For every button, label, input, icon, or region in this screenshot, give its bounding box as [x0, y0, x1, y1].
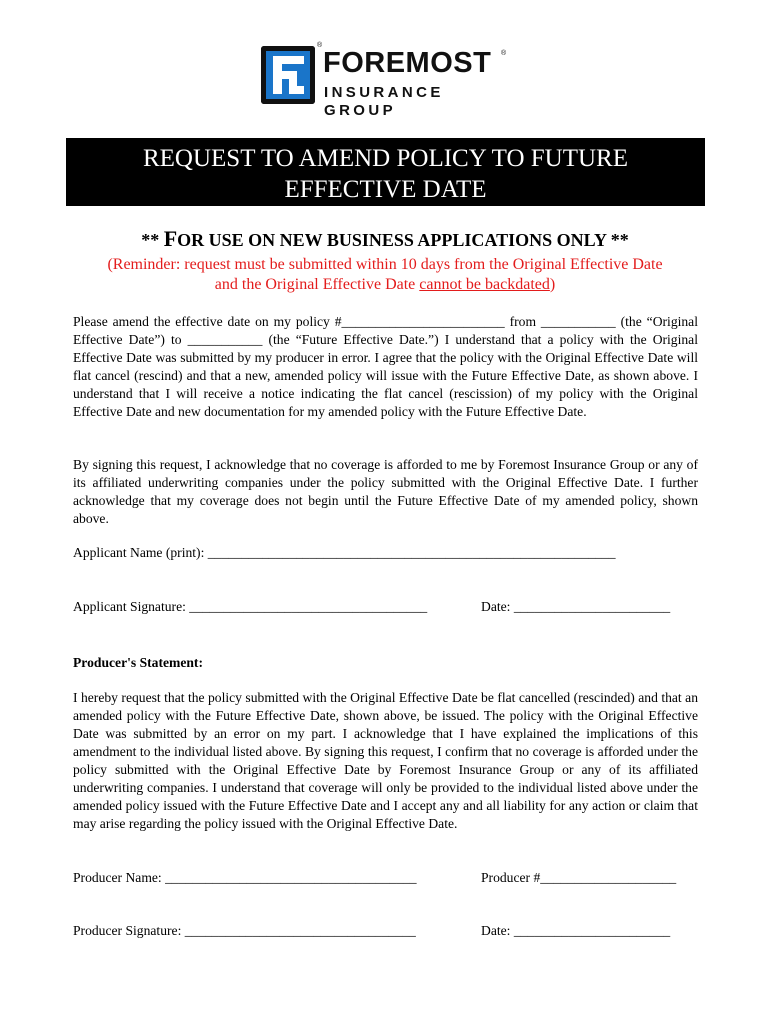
subtitle-first-letter: F	[163, 226, 178, 251]
subtitle-prefix: **	[141, 230, 164, 250]
reminder-line-2-start: and the Original Effective Date	[214, 276, 420, 293]
reminder-notice	[60, 255, 710, 295]
applicant-signature-field[interactable]: Applicant Signature: ___________________________________	[73, 599, 428, 614]
subtitle-rest: OR USE ON NEW BUSINESS APPLICATIONS ONLY **	[177, 230, 629, 250]
reminder-underlined: cannot be backdated	[419, 276, 550, 293]
reminder-line-1: (Reminder: request must be submitted within 10 days from the Original Effective Date	[107, 256, 663, 273]
applicant-name-field[interactable]: Applicant Name (print): ____________________________________________________________	[73, 545, 616, 560]
logo-name: FOREMOST	[323, 47, 492, 79]
producer-signature-field[interactable]: Producer Signature: __________________________________	[73, 923, 416, 938]
producer-number-field[interactable]: Producer #____________________	[481, 870, 677, 885]
producer-statement-paragraph: I hereby request that the policy submitted with the Original Effective Date be flat cancelled (rescinded) and that an amended policy with the Future Effective Date, shown above, be issued. The policy with the Original Effective Date was submitted by an error on my part. I acknowledge that I have explained the implications of this amendment to the individual listed above. By signing this request, I confirm that no coverage is afforded under the policy submitted with the Original Effective Date by Foremost Insurance Group or any of its affiliated underwriting companies. I understand that coverage will only be provided to the individual listed above under the amended policy issued with the Future Effective Date and I accept any and all liability for any action or claim that may arise regarding the policy issued with the Original Effective Date.	[73, 690, 698, 831]
title-line-1: REQUEST TO AMEND POLICY TO FUTURE	[142, 145, 628, 172]
registered-mark: ®	[317, 42, 323, 49]
producer-name-field[interactable]: Producer Name: _____________________________________	[73, 870, 417, 885]
reminder-line-2-end: )	[549, 276, 556, 293]
acknowledgement-paragraph: By signing this request, I acknowledge that no coverage is afforded to me by Foremost Insurance Group or any of its affiliated underwriting companies under the policy submitted with the Original Effective Date. I further acknowledge that my coverage does not begin until the Future Effective Date of my amended policy, shown above.	[73, 457, 698, 526]
logo-subtitle: INSURANCE GROUP	[324, 84, 444, 119]
usage-notice	[0, 226, 770, 252]
producer-statement-heading: Producer's Statement:	[73, 655, 203, 670]
applicant-date-field[interactable]: Date: _______________________	[481, 599, 671, 614]
reminder-line-2	[60, 275, 710, 295]
producer-date-field[interactable]: Date: _______________________	[481, 923, 671, 938]
amend-request-paragraph: Please amend the effective date on my policy #________________________ from ___________ (the “Original Effective Date”) to ___________ (the “Future Effective Date.”) I understand that a policy with the Original Effective Date was submitted by my producer in error. I agree that the policy with the Original Effective Date will flat cancel (rescind) and that a new, amended policy will issue with the Future Effective Date, as shown above. I understand that I will receive a notice indicating the flat cancel (rescission) of my policy with the Original Effective Date and new documentation for my amended policy with the Future Effective Date.	[73, 314, 698, 419]
document-title	[66, 138, 705, 206]
foremost-logo	[261, 42, 511, 119]
foremost-f-logo-icon	[261, 46, 315, 104]
title-line-2: EFFECTIVE DATE	[284, 176, 487, 203]
registered-mark-2: ®	[501, 50, 507, 57]
